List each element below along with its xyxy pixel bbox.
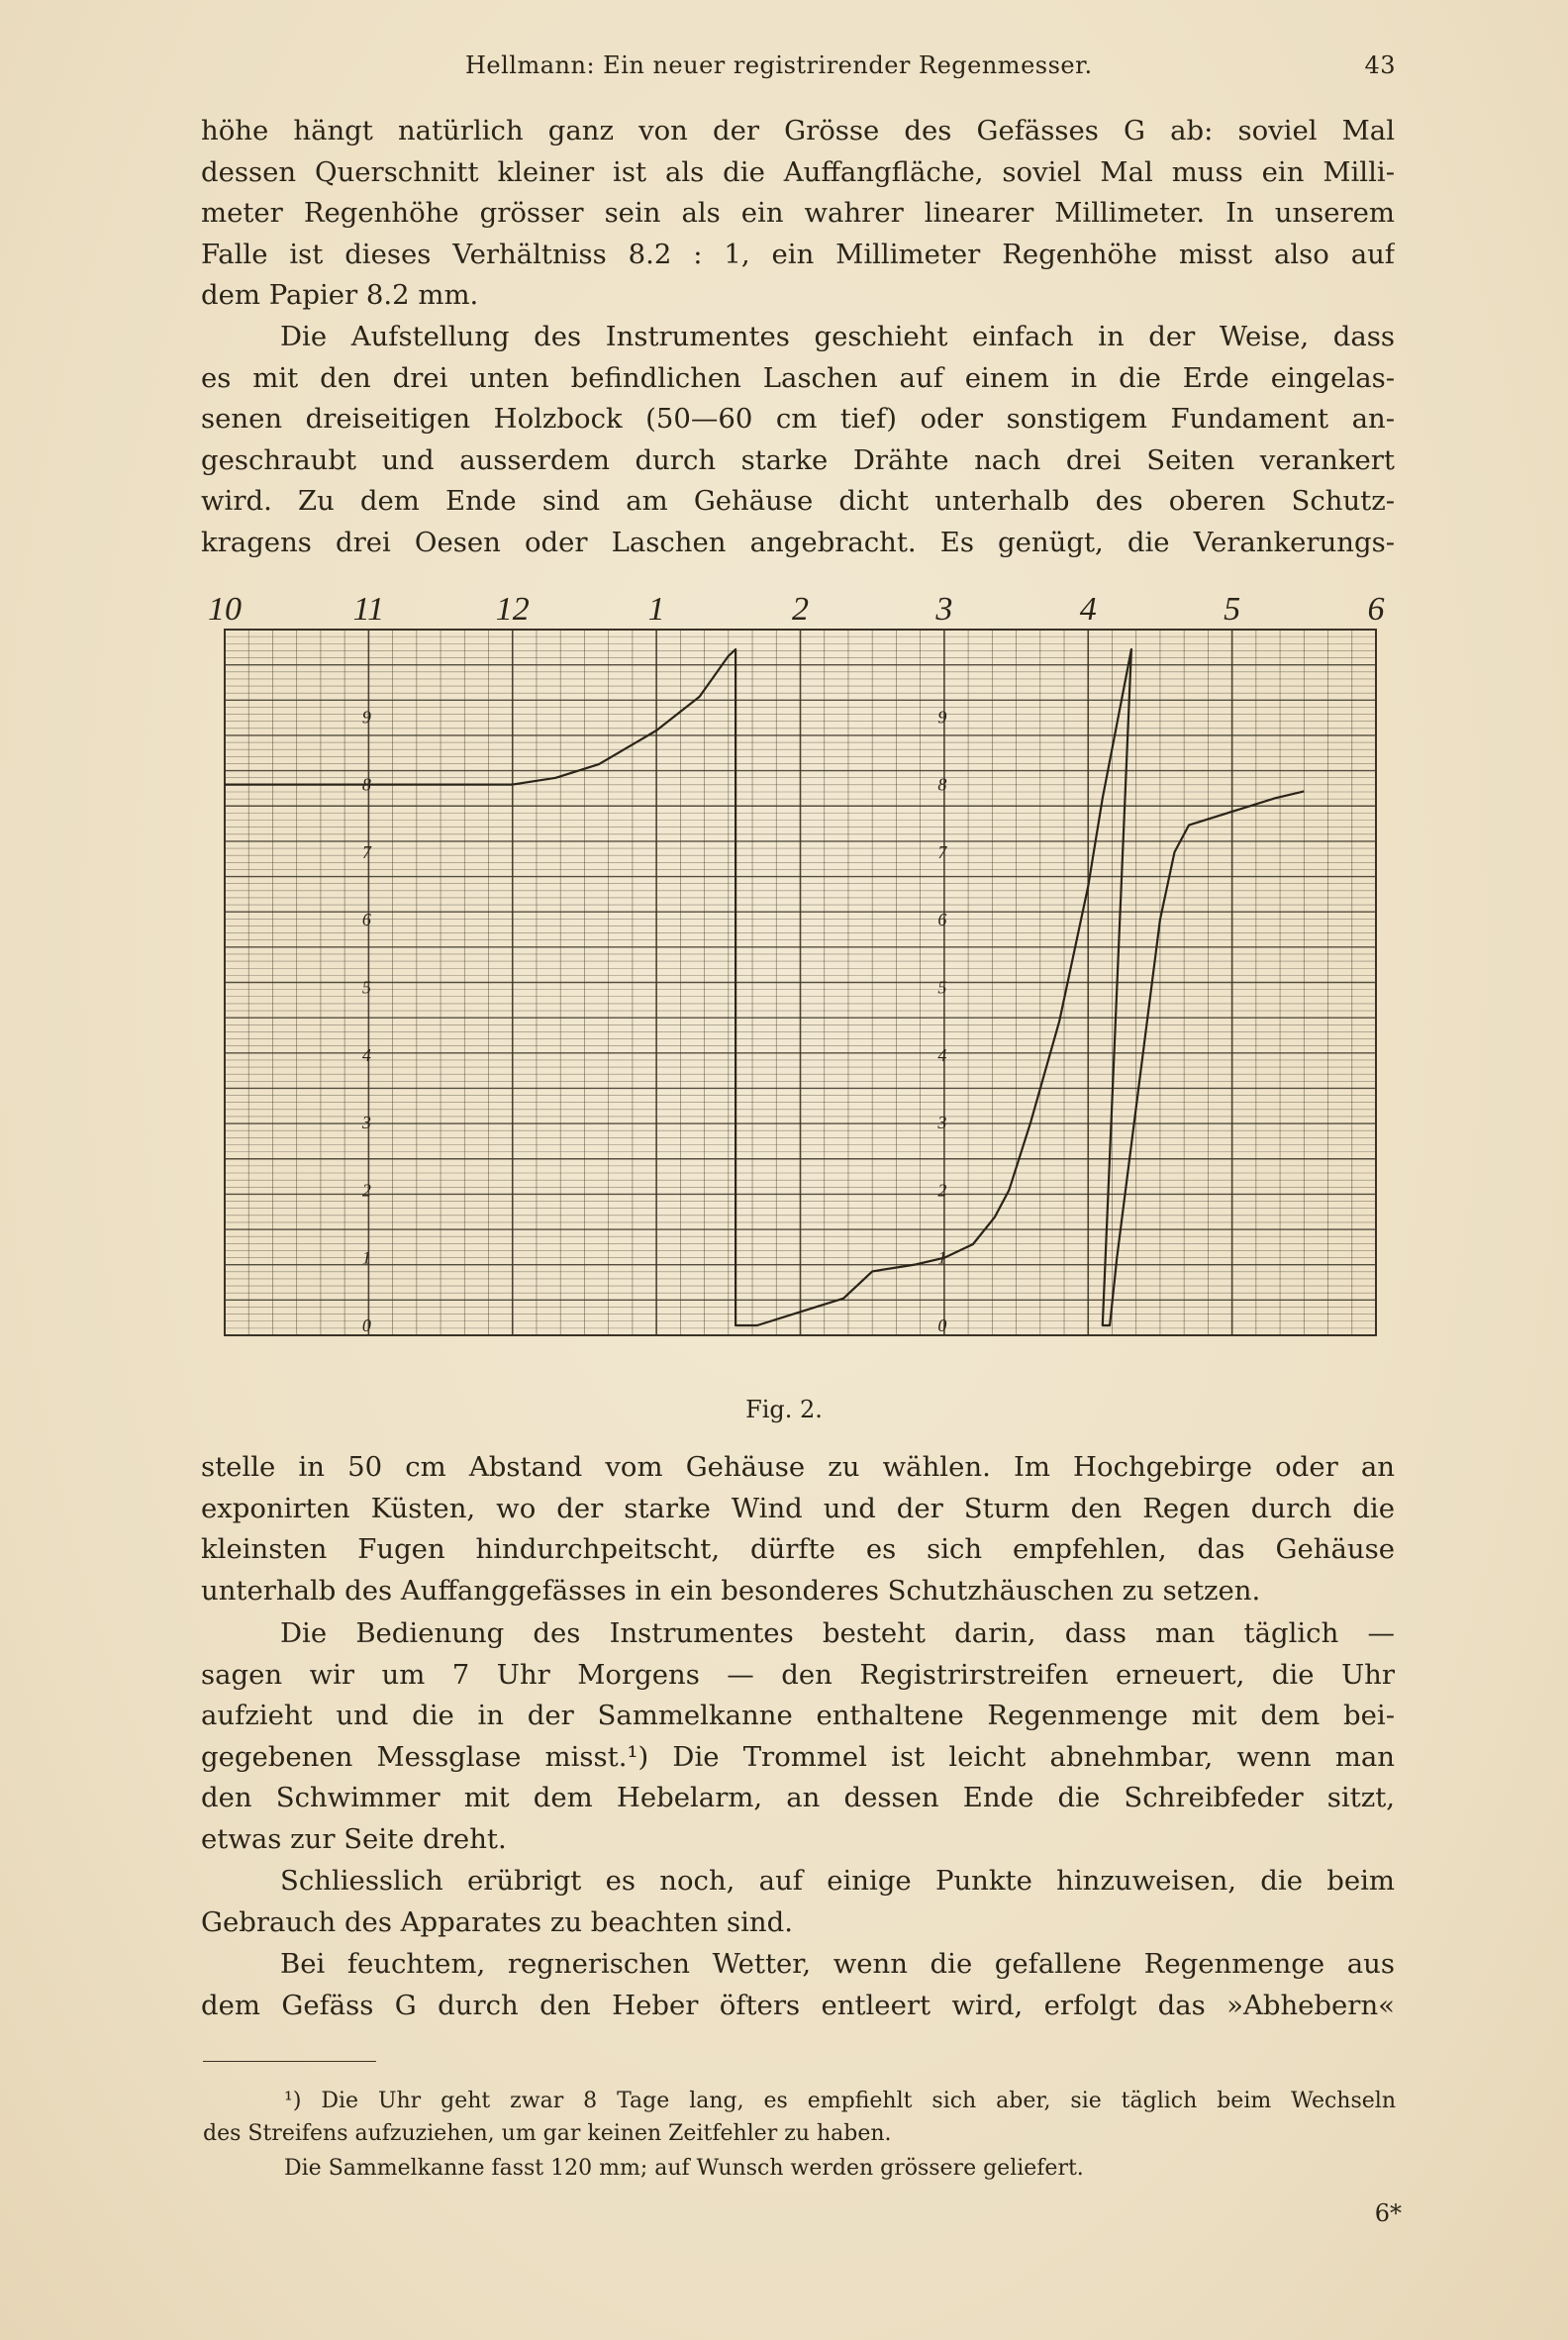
x-tick-label: 11	[352, 591, 385, 628]
text-line: sagen wir um 7 Uhr Morgens — den Registrirstreifen erneuert, die Uhr	[201, 1658, 1395, 1691]
y-tick-label: 2	[361, 1180, 371, 1201]
figure-caption: Fig. 2.	[745, 1396, 823, 1423]
y-tick-label: 8	[937, 774, 947, 795]
text-line: gegebenen Messglase misst.¹) Die Trommel ist leicht abnehmbar, wenn man	[201, 1740, 1395, 1773]
text-line: aufzieht und die in der Sammelkanne enthaltene Regenmenge mit dem bei-	[201, 1700, 1395, 1731]
text-line: Die Bedienung des Instrumentes besteht darin, dass man täglich —	[280, 1617, 1395, 1649]
text-line: Gebrauch des Apparates zu beachten sind.	[201, 1905, 793, 1938]
text-line: stelle in 50 cm Abstand vom Gehäuse zu wählen. Im Hochgebirge oder an	[201, 1451, 1395, 1483]
text-line: kleinsten Fugen hindurchpeitscht, dürfte es sich empfehlen, das Gehäuse	[201, 1533, 1395, 1565]
text-line: dem Papier 8.2 mm.	[201, 279, 479, 311]
text-line: wird. Zu dem Ende sind am Gehäuse dicht unterhalb des oberen Schutz-	[201, 485, 1395, 517]
x-tick-label: 5	[1224, 591, 1241, 628]
paragraph-4	[201, 1613, 1395, 1860]
text-line: Falle ist dieses Verhältniss 8.2 : 1, ein Millimeter Regenhöhe misst also auf	[201, 238, 1395, 270]
paragraph-6	[201, 1944, 1395, 2026]
paragraph-5	[201, 1861, 1395, 1943]
paragraph-3	[201, 1447, 1395, 1611]
y-tick-label: 7	[361, 841, 371, 862]
text-line: es mit den drei unten befindlichen Laschen auf einem in die Erde eingelas-	[201, 361, 1395, 394]
y-tick-label: 2	[937, 1180, 947, 1201]
text-line: kragens drei Oesen oder Laschen angebracht. Es genügt, die Verankerungs-	[201, 526, 1395, 558]
footnote-line: des Streifens aufzuziehen, um gar keinen Zeitfehler zu haben.	[203, 2121, 892, 2146]
chart-svg	[203, 588, 1401, 1380]
y-tick-label: 0	[361, 1316, 371, 1335]
rain-gauge-chart	[203, 588, 1401, 1380]
footnote-2	[203, 2152, 1396, 2185]
paragraph-1	[201, 111, 1395, 317]
y-tick-label: 8	[361, 774, 371, 795]
text-line: geschraubt und ausserdem durch starke Drähte nach drei Seiten verankert	[201, 443, 1395, 476]
y-tick-label: 7	[937, 841, 947, 862]
y-tick-label: 4	[937, 1044, 947, 1065]
text-line: den Schwimmer mit dem Hebelarm, an dessen Ende die Schreibfeder sitzt,	[201, 1782, 1395, 1813]
text-line: exponirten Küsten, wo der starke Wind und der Sturm den Regen durch die	[201, 1492, 1395, 1524]
page-number: 43	[1364, 51, 1396, 79]
footnote-line: Die Sammelkanne fasst 120 mm; auf Wunsch werden grössere geliefert.	[284, 2156, 1084, 2181]
text-line: dessen Querschnitt kleiner ist als die Auffangfläche, soviel Mal muss ein Milli-	[201, 155, 1395, 188]
x-tick-label: 3	[935, 591, 953, 628]
text-line: dem Gefäss G durch den Heber öfters entleert wird, erfolgt das »Abhebern«	[201, 1989, 1395, 2021]
x-tick-label: 10	[208, 591, 242, 628]
text-line: unterhalb des Auffanggefässes in ein besonderes Schutzhäuschen zu setzen.	[201, 1574, 1261, 1607]
x-tick-label: 6	[1367, 591, 1385, 628]
footnote-line: ¹) Die Uhr geht zwar 8 Tage lang, es empfiehlt sich aber, sie täglich beim Wechseln	[284, 2089, 1396, 2113]
paragraph-2	[201, 317, 1395, 563]
text-line: senen dreiseitigen Holzbock (50—60 cm tief) oder sonstigem Fundament an-	[201, 403, 1395, 435]
text-line: meter Regenhöhe grösser sein als ein wahrer linearer Millimeter. In unserem	[201, 197, 1395, 229]
y-tick-label: 6	[361, 910, 371, 930]
running-head	[198, 51, 1396, 87]
y-tick-label: 3	[937, 1113, 947, 1133]
y-tick-label: 5	[361, 977, 371, 998]
y-tick-label: 1	[937, 1247, 947, 1268]
x-tick-label: 4	[1079, 591, 1097, 628]
y-tick-label: 5	[937, 977, 947, 998]
y-tick-label: 3	[361, 1113, 371, 1133]
y-tick-label: 6	[937, 910, 947, 930]
footnote-rule	[203, 2061, 376, 2062]
y-tick-label: 1	[361, 1247, 371, 1268]
y-tick-label: 9	[937, 707, 947, 728]
text-line: Schliesslich erübrigt es noch, auf einige Punkte hinzuweisen, die beim	[280, 1865, 1395, 1897]
y-tick-label: 4	[361, 1044, 371, 1065]
x-tick-label: 2	[792, 591, 809, 628]
signature-mark: 6*	[1374, 2199, 1402, 2227]
y-tick-label: 9	[361, 707, 371, 728]
footnote-1	[203, 2085, 1396, 2150]
series-line	[225, 649, 1304, 1325]
text-line: Bei feuchtem, regnerischen Wetter, wenn die gefallene Regenmenge aus	[280, 1948, 1395, 1980]
y-tick-label: 0	[937, 1316, 947, 1335]
text-line: höhe hängt natürlich ganz von der Grösse des Gefässes G ab: soviel Mal	[201, 115, 1395, 146]
running-title: Hellmann: Ein neuer registrirender Regenmesser.	[465, 51, 1093, 79]
text-line: etwas zur Seite dreht.	[201, 1822, 507, 1855]
text-line: Die Aufstellung des Instrumentes geschieht einfach in der Weise, dass	[280, 321, 1395, 352]
x-tick-label: 1	[647, 591, 665, 628]
x-tick-label: 12	[495, 591, 530, 628]
